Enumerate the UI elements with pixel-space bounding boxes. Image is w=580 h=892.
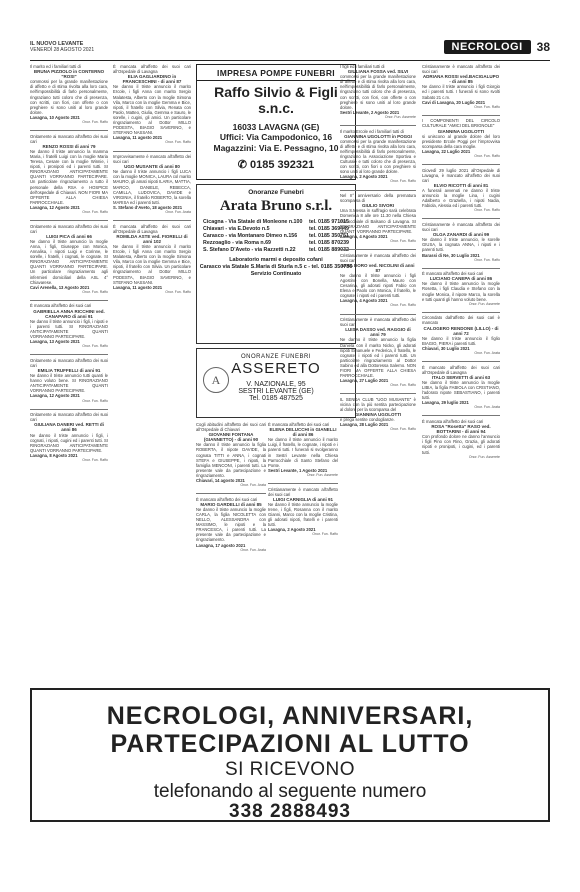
assereto-funeral-ad — [196, 348, 356, 418]
notice-intro: È mancato all'affetto dei suoi cari — [196, 496, 258, 502]
arata-location-row — [203, 233, 349, 240]
notice-signature: Onor. Fun. Raffo — [82, 344, 108, 349]
notice-date: Lavagna, 4 Agosto 2021 — [340, 298, 388, 304]
notice-name: CALOGERO RENDONE (LILLO) - di anni 72 — [423, 325, 499, 336]
notice-signature: Onor. Fun. Arata — [240, 547, 266, 552]
obituary-notice — [113, 154, 191, 215]
notice-body: e prega sentite condoglianze. — [340, 417, 395, 423]
notice-name: GIANNINA UGOLOTTI in POGGI — [344, 133, 412, 139]
notice-divider — [422, 268, 500, 269]
arata-ad-locations — [197, 215, 355, 254]
notice-name: MIRA DORO ved. NICOLINI di anni 87 — [341, 262, 415, 273]
notice-date: Lavagna, 17 agosto 2021 — [196, 542, 246, 548]
notice-signature: Onor. Fun. Raffo — [165, 140, 191, 145]
notice-signature: Onor. Fun. Asserete — [384, 114, 416, 119]
notice-body: commossi per la grande manifestazione di affetto e di stima rivolta alla loro cara, nell'impossibilità di farlo personalmente, ringraziano tutti coloro che di presenza, con scritti, con fiori, con offerte o con preghiere si sono uniti al loro grande dolore. — [30, 79, 108, 115]
obituary-notice — [422, 271, 500, 307]
obituary-notice — [113, 224, 191, 295]
notice-intro: Circondato dall'affetto dei suoi cari è mancato — [422, 315, 500, 326]
notice-body: Ne danno il triste annuncio i figli, i nipoti e i parenti tutti. SI RINGRAZIANO ANTICIPATAMENTE QUANTI VORRANNO PARTECIPARE. — [30, 318, 108, 339]
arata-location-tel: tel. 0185 369449 — [308, 226, 349, 232]
notice-intro: Cristianamente è mancata all'affetto dei suoi cari — [340, 252, 416, 263]
notice-body: Ne danno il triste annuncio tutti quanti le hanno voluto bene. SI RINGRAZIANO ANTICIPATAMENTE QUANTI VORRANNO PARTECIPARE. — [30, 373, 108, 394]
arata-ad-footer — [197, 257, 355, 278]
notice-intro: Cristianamente è mancata all'affetto dei suoi cari — [422, 221, 500, 233]
notice-divider — [422, 312, 500, 313]
notice-intro: Cogli abitudini all'affetto dei suoi cari all'Ospedale di Chiavari — [196, 422, 266, 433]
assereto-logo: A — [203, 367, 229, 393]
assereto-ad-title: ONORANZE FUNEBRI — [240, 354, 311, 360]
notice-name: GIANNINA UGOLOTTI — [354, 412, 402, 418]
notice-divider — [422, 115, 500, 116]
notice-date: Barassi di Ne, 30 Luglio 2021 — [422, 252, 480, 258]
notice-intro: Onitamente ai mancato all'affetto dei suoi cari — [30, 412, 108, 423]
notice-intro: È mancata all'affetto dei suoi cari all'Ospedale di Lavagna — [113, 223, 191, 234]
notice-body: Con profondo dolore ne danno l'annuncio i figli Pino con Rino, Grazia, gli adorati nipoti e pronipoti, i cugini, ed i parenti tutti. — [422, 434, 500, 455]
notice-divider — [422, 415, 500, 416]
arata-ad-title: Onoranze Funebri — [248, 189, 304, 196]
column-2 — [113, 64, 191, 674]
notice-name: BRUNA PIZZIOLO in CONTERNO "ROSI" — [33, 69, 105, 80]
notice-name: ADRIANA ROSSI ved.BACIGALUPO - di anni 85 — [422, 74, 500, 85]
notice-name: MARIO GARDELLI di anni 85 — [200, 501, 262, 507]
raffo-ad-warehouse: Magazzini: Via E. Pessagno, 10 — [213, 143, 339, 153]
obituary-notice — [268, 487, 338, 538]
notice-date: Chiavari, 14 agosto 2021 — [196, 478, 245, 484]
notice-date: Lavagna, 28 Luglio 2021 — [340, 422, 389, 428]
notice-date: Lavagna, 12 Agosto 2021 — [30, 393, 80, 399]
arata-location-tel: tel. 0185 889032 — [308, 247, 349, 253]
arata-location-row — [203, 226, 349, 233]
column-5 — [340, 64, 416, 674]
notice-signature: Onor. Fun. Raffo — [390, 238, 416, 243]
notice-intro: Onitamente ai mancato all'affetto dei suoi cari — [30, 357, 108, 368]
raffo-ad-office: Uffici: Via Campodonico, 16 — [219, 132, 333, 142]
notice-name: ELVIO RICOTTI di anni 81 — [433, 182, 489, 188]
obituary-notice — [113, 64, 191, 146]
notice-intro: È mancata all'affetto dei suoi cari — [422, 418, 484, 424]
notice-divider — [113, 220, 191, 221]
notice-signature: Onor. Fun. Raffo — [82, 457, 108, 462]
notice-intro: Improvvisamente è mancato all'affetto dei suoi cari — [113, 154, 191, 165]
arata-location-row — [203, 247, 349, 254]
notice-name: GABRIELLA ANNA RICCHINI ved. CANAPARO di anni 91 — [33, 308, 105, 319]
obituary-notice — [422, 365, 500, 411]
arata-funeral-ad — [196, 184, 356, 344]
banner-line-4: telefonando al seguente numero — [153, 781, 427, 802]
notice-name: OLGA ZANARDI di anni 99 — [432, 232, 490, 238]
notice-name: GIOVANNI FONTANA (GIANNETTO) - di anni 90 — [203, 432, 259, 443]
banner-line-1: NECROLOGI, ANNIVERSARI, — [106, 702, 474, 730]
arata-location-tel: tel. 0185 350751 — [308, 233, 349, 239]
notice-body: Ne danno il triste annuncio i figli Giorgio ed i parenti tutti. I funerali si sono svolti Sabato 21 c.m. — [422, 84, 500, 100]
notice-name: LUIGI PICA di anni 66 — [46, 233, 92, 239]
notice-body: commossi per la grande manifestazione di affetto e di stima rivolta alla loro cara, nell'impossibilità di farlo personalmente, ringraziano tutti coloro che di presenza, con scritti, con fiori, con offerte o con preghiere si sono uniti al loro grande dolore. — [340, 74, 416, 110]
notice-date: Sestri Levante, 2 Agosto 2021 — [340, 109, 400, 115]
arata-location-row — [203, 219, 349, 226]
obituary-notice — [340, 193, 416, 244]
obituary-notice — [422, 64, 500, 110]
notice-body: commossi per la grande manifestazione di affetto e di stima rivolta alla loro cara, nell'impossibilità di farlo personalmente, ringraziano la Associazione Sportiva e Culturale e tutti coloro che di presenza, con scritti, con fiori o con preghiere si sono uniti al loro grande dolore. — [340, 138, 416, 175]
notice-body: si uniscono al grande dolore del loro presidente Ercole Poggi per l'improvvisa scomparsa della cara moglie. — [422, 133, 500, 149]
arata-ad-footer-line: Servizio Continuato — [250, 271, 302, 277]
obituary-notice — [422, 222, 500, 263]
publication-name: IL NUOVO LEVANTE — [30, 41, 84, 47]
notice-name: RENZO ROSSI di anni 79 — [42, 143, 96, 149]
column-6 — [422, 64, 500, 674]
notice-signature: Onor. Fun. Asserete — [306, 472, 338, 477]
notice-body: Ne danno il triste annuncio il marito Ercole, i figli Anna con marito Sergio Malatesta, Alberto con la moglie Simona Vila, Marco con la moglie Gemma e Bice, nipoti, il fratello con Silvia, Renata con Paolo, Matteo, Giulia, Gemma e Sauro, le sorelle, i cugini, gli amici. Un particolare ringraziamento al Dottor MILLO PODESTA, BIAGIO SAVERINO, e STEFANO NASSANI. — [113, 84, 191, 136]
assereto-ad-address: V. NAZIONALE, 95 — [246, 381, 306, 388]
obituary-notice — [422, 168, 500, 214]
notice-date: Lavagna, 2 Agosto 2021 — [340, 174, 388, 180]
column-1 — [30, 64, 108, 674]
raffo-ad-name: Raffo Silvio & Figli s.n.c. — [214, 84, 338, 116]
notice-signature: Onor. Fun. Raffo — [390, 427, 416, 432]
assereto-ad-city: SESTRI LEVANTE (GE) — [238, 388, 314, 395]
notice-date: S. Stefano d'Aveto, 18 agosto 2021 — [113, 204, 183, 210]
notice-body: Ne danno il triste annuncio la moglie Anna, i figli, Giuseppe con Monica, Annalisa, i nipoti Luigi e Corinne, le sorelle, i fratelli, i cognati, le cognate. SI RINGRAZIANO ANTICIPATAMENTE QUANTI VORRANNO PARTECIPARE. Un particolare ringraziamento agli infermieri domiciliari della ASL 4° Chiavarese. — [30, 238, 108, 285]
notice-intro: Cristianamente è mancato all'affetto dei suoi cari — [268, 486, 338, 497]
arata-location-tel: tel. 0185 870239 — [308, 240, 349, 246]
notice-body: Ne danno il triste annuncio la figlia ROBERTA, il nipote DAVIDE, la cognata TITTI e ANNA, i cognati STEFA e GIUSEPPE, i nipoti, la famiglia MENCONI, i parenti tutti. La presente vale da partecipazione e ringraziamento. — [196, 442, 266, 478]
header-rule — [30, 60, 550, 61]
notice-intro: È mancata all'affetto dei suoi cari all'Ospedale di Lavagna — [113, 64, 191, 75]
notice-divider — [422, 164, 500, 165]
obituary-notice — [30, 64, 108, 125]
obituary-notice — [30, 224, 108, 295]
notice-date: Lavagna, 29 luglio 2021 — [422, 400, 469, 406]
notice-name: UGO MUSANTE di anni 80 — [124, 164, 180, 170]
obituary-notice — [340, 317, 416, 388]
notice-date: Sestri Levante, 1 Agosto 2021 — [268, 467, 328, 473]
notice-intro: Giovedì 29 luglio 2021 all'Ospedale di Lavagna, è mancato all'affetto dei suoi cari — [422, 167, 500, 183]
notice-date: Lavagna, 2 Agosto 2021 — [268, 527, 316, 533]
notice-date: Lavagna, 22 Luglio 2021 — [422, 148, 471, 154]
obituary-notice — [340, 397, 416, 433]
arata-location-row — [203, 240, 349, 247]
notice-intro: Onitamente ai mancato all'affetto dei suoi cari — [30, 133, 108, 144]
notice-divider — [340, 190, 416, 191]
notice-date: Lavagna, 4 Agosto 2021 — [340, 233, 388, 239]
notice-intro: È mancato all'affetto dei suoi cari — [422, 271, 484, 277]
banner-line-3: SI RICEVONO — [224, 759, 356, 780]
notice-name: ROMILDA ASTE ved. FIORELLI di anni 102 — [116, 233, 188, 244]
arata-location-place: Chiavari - via E.Devoto n.5 — [203, 226, 270, 232]
notice-name: EMILIA TRUFFELLI di anni 91 — [37, 367, 101, 373]
notice-intro: Nel II° anniversario della prematura scomparsa di — [340, 193, 416, 204]
notice-date: Chiavari, 30 Luglio 2021 — [422, 345, 470, 351]
obituary-notice — [196, 497, 266, 553]
arata-ad-footer-line: Laboratorio marmi e deposito cofani — [229, 257, 323, 263]
arata-location-place: Rezzoaglio - via Roma n.69 — [203, 240, 271, 246]
arata-location-place: S. Stefano D'Aveto - via Razzetti n.22 — [203, 247, 296, 253]
notice-intro: Onitamente ai mancato all'affetto dei suoi cari — [30, 223, 108, 234]
notice-date: Lavagna, 11 agosto 2021 — [113, 135, 163, 141]
raffo-ad-city: 16033 LAVAGNA (GE) — [232, 122, 320, 132]
notice-divider — [113, 151, 191, 152]
notice-date: Lavagna, 11 agosto 2021 — [113, 284, 163, 290]
notice-signature: Onor. Fun. Raffo — [474, 154, 500, 158]
notice-signature: Onor. Fun. Raffo — [82, 289, 108, 294]
notice-body: Ne danno il triste annuncio, le sorelle GIUSA, la cognata ANNA, i nipoti e i parenti tutti. — [422, 237, 500, 253]
notice-body: Ne danno il triste annuncio la moglie Rosetta, i figli Claudia e Stefano con la moglie Monica, il nipote Marco, la sorella e tutti quanti gli hanno voluto bene. — [422, 281, 500, 302]
obituary-notice — [340, 64, 416, 120]
obituary-notice — [422, 118, 500, 159]
notice-divider — [30, 300, 108, 301]
banner-phone-number: 338 2888493 — [229, 801, 351, 822]
obituary-notice — [30, 134, 108, 216]
notice-body: Ne danno il triste annuncio la figlia Daniela con il marito Nicko, gli adorati nipoti Emanuele e Federica, il fratello, le cognate, i nipoti ed i parenti tutti. Un particolare ringraziamento al Dottor Sabino ed alla Dottoressa Salerno. NON FIORI MA OFFERTE ALLA CHIESA PARROCCHIALE. — [340, 337, 416, 379]
notice-intro: Cristianamente è mancata all'affetto dei suoi cari — [340, 317, 416, 328]
obituary-notice — [340, 253, 416, 309]
notice-name: LUCIANO CANEPA di anni 86 — [429, 276, 493, 282]
notice-name: ROSA "Rosetta" RASO ved. BOTTARINI - di anni 94 — [431, 424, 491, 435]
notice-signature: Onor. Fun. Raffo — [312, 532, 338, 537]
notice-name: ELIA GAGLIARDINO in FRANCESCHINI - di anni 87 — [122, 74, 182, 85]
notice-date: Cavi Arenella, 13 Agosto 2021 — [30, 284, 90, 290]
notice-body: Ne danno il triste annuncio la moglie Irene, i figli, Rosanna con il marito Gianni, Marco con la moglie Cristina, gli adorati nipoti, fratelli e i parenti tutti. — [268, 501, 338, 528]
notice-divider — [268, 483, 338, 484]
notice-intro: Cristianamente è mancato all'affetto dei suoi cari — [422, 64, 500, 75]
notice-signature: Onor. Fun. Arata — [240, 483, 266, 488]
notice-signature: Onor. Fun. Raffo — [165, 289, 191, 294]
notice-body: Ne danno il triste annuncio il marito Luigi, il fratello, le cognate, i nipoti e i parenti tutti. I funerali si svolgeranno in Sestri Levante nella Chiesa Parrocchiale di Santo Stefano del Ponte. — [268, 437, 338, 468]
notice-divider — [30, 354, 108, 355]
notice-date: Lavagna, 13 Agosto 2021 — [30, 339, 80, 345]
section-title: NECROLOGI — [444, 40, 531, 54]
obituary-notice — [422, 315, 500, 356]
notice-intro: IL SENDA CLUB "UGO MUSANTE" è vicina con la più sentita partecipazione al dolore per la scomparsa del — [340, 396, 416, 413]
notice-divider — [30, 409, 108, 410]
classifieds-banner — [30, 688, 550, 822]
notice-name: GIULIANA DANERI ved. RETTI di anni 86 — [34, 422, 104, 433]
notice-body: Ne danno il triste annuncio il figlio BIAGIO, PIERA i parenti tutti. — [422, 335, 500, 346]
notice-body: Una S.Messa in suffragio sarà celebrata Domenica 8 alle ore 11.30 nella Chiesa Parrocchiale di Balsano di Lavagna. SI RINGRAZIANO ANTICIPATAMENTE QUANTI VORRANNO PARTECIPARE. — [340, 208, 416, 234]
banner-line-2: PARTECIPAZIONI AL LUTTO — [110, 730, 470, 758]
notice-divider — [422, 361, 500, 362]
notice-intro: Il marito Ercole ed i familiari tutti di — [340, 128, 404, 134]
notice-signature: Onor. Fun. Arata — [165, 210, 191, 215]
arata-ad-footer-line: Carasco via Statale S.Maria di Sturla n.5 c - tel. 0185 350736 — [199, 264, 353, 270]
notice-signature: Onor. Fun. Raffo — [474, 257, 500, 262]
notice-intro: È mancata all'affetto dei suoi cari — [268, 422, 330, 427]
notice-date: Lavagna, 27 Luglio 2021 — [340, 378, 389, 384]
notice-divider — [196, 493, 266, 494]
notice-divider — [340, 393, 416, 394]
notice-body: Ne danno il triste annuncio i figli, i cognati, i nipoti, cugini ed i parenti tutti. SI RINGRAZIANO ANTICIPATAMENTE QUANTI VORRANNO PARTECIPARE. — [30, 432, 108, 453]
notice-signature: Onor. Fun. Raffo — [390, 179, 416, 184]
notice-name: LUIGI CARNIGLIA di anni 91 — [272, 496, 334, 502]
notice-signature: Onor. Fun. Arata — [474, 351, 500, 355]
notice-body: Ne danno il triste annuncio la moglie LIBIA, la figlia FABIOLA con CRISTIANO, l'adorato nipote SEBASTIANO, i parenti tutti. — [422, 379, 500, 401]
assereto-ad-name: ASSERETO — [231, 360, 321, 377]
obituary-notice — [30, 303, 108, 349]
notice-divider — [340, 125, 416, 126]
notice-divider — [340, 249, 416, 250]
notice-intro: È mancata all'affetto dei suoi cari — [30, 303, 92, 309]
notice-signature: Onor. Fun. Raffo — [82, 210, 108, 215]
notice-body: Ne danno il triste annuncio la moglie CARLA, la figlia NICOLETTA con NELLO, ALESSANDRA con MASSIMO, le nipoti e la FRANCESCA, i parenti tutti. La presente vale da partecipazione e ringraziamento. — [196, 506, 266, 543]
obituary-notice — [30, 412, 108, 463]
obituary-notice — [196, 422, 266, 488]
notice-divider — [30, 220, 108, 221]
notice-body: Ne danno il triste annuncio la mamma Maria, i fratelli Luigi con la moglie Maria Teresa, Cesare con la moglie Winnie, i nipoti, i pronipoti ed i parenti tutti. SI RINGRAZIANO ANTICIPATAMENTE QUANTI VORRANNO PARTECIPARE. Un particolare ringraziamento a tutto il personale della RSA e HOSPICE dell'ospedale di Chiavari. NON FIORI MA OFFERTE ALLA CHIESA PARROCCHIALE. — [30, 148, 108, 205]
notice-signature: Onor. Fun. Raffo — [474, 208, 500, 213]
notice-signature: Onor. Fun. Asserete — [468, 454, 500, 459]
arata-ad-name: Arata Bruno s.r.l. — [219, 198, 333, 214]
assereto-ad-phone: Tel. 0185 487525 — [249, 395, 303, 402]
issue-date: VENERDÌ 28 AGOSTO 2021 — [30, 47, 95, 53]
notice-name: GIANNINA UGOLOTTI — [437, 128, 485, 134]
notice-intro: È mancato all'affetto dei suoi cari all'Ospedale di Lavagna — [422, 364, 500, 375]
notice-body: Ne danno il triste annuncio il marito Ercole, i figli Anna con marito Sergio Malatesta, Alberto con la moglie Simona Vila, Marco con la moglie Gemma e Bice, nipoti, il fratello con Silvia. Un particolare ringraziamento al Dottor MILLO PODESTA, BIAGIO SAVERINO, e STEFANO NASSANI. — [113, 244, 191, 285]
notice-divider — [340, 314, 416, 315]
raffo-ad-title: IMPRESA POMPE FUNEBRI — [197, 65, 355, 81]
arata-location-place: Cicagna - Via Statale di Monleone n.100 — [203, 219, 303, 225]
notice-date: Lavagna, 8 Agosto 2021 — [30, 452, 78, 458]
arata-location-tel: tel. 0185 971015 — [308, 219, 349, 225]
notice-signature: Onor. Fun. Raffo — [390, 303, 416, 308]
notice-intro: I figli ed i familiari tutti di — [340, 64, 385, 69]
raffo-ad-phone-number: 0185 392321 — [250, 159, 315, 171]
notice-body: Ne danno il triste annuncio i figli LUCA con la moglie MONICA, LAURA col marito MAURO, gli amati nipoti ILARIA, MATTIA, MARCO, DANIELE, REBECCA, CAMILLA, LUDOVICA, DAVIDE e VIRGINIA, il fratello ROBERTO, la sorella MARISA ed i parenti tutti. — [113, 169, 191, 205]
notice-intro: Il marito ed i familiari tutti di — [30, 64, 81, 69]
notice-name: GIULIO SIVORI — [361, 203, 394, 209]
notice-signature: Onor. Fun. Raffo — [82, 398, 108, 403]
arata-location-place: Carasco - via Montanaro Dimeo n.156 — [203, 233, 298, 239]
obituary-notice — [422, 419, 500, 460]
notice-signature: Onor. Fun. Arata — [474, 405, 500, 410]
notice-name: ITALO SERVETTI di anni 63 — [431, 374, 491, 380]
notice-divider — [30, 130, 108, 131]
notice-date: Cavi di Lavagna, 20 Luglio 2021 — [422, 99, 486, 105]
page-number: 38 — [536, 40, 550, 54]
obituary-notice — [268, 422, 338, 478]
notice-name: LUISA DASSO ved. RAGGIO di anni 79 — [345, 327, 411, 338]
notice-name: ELENA DELUCCHI in GIANELLI di anni 86 — [269, 427, 337, 438]
notice-intro: I COMPONENTI DEL CIRCOLO CULTURALE "AMICI DEL BRIGNOLE" — [422, 118, 500, 129]
raffo-ad-phone — [197, 158, 355, 171]
notice-name: GIULIANA FOSSA ved. SILVI — [347, 69, 409, 75]
notice-signature: Onor. Fun. Asserete — [468, 301, 500, 306]
notice-divider — [422, 218, 500, 219]
notice-date: Lavagna, 12 Agosto 2021 — [30, 204, 80, 210]
obituary-notice — [30, 358, 108, 404]
raffo-funeral-ad — [196, 64, 356, 180]
phone-icon: ✆ — [237, 159, 251, 171]
masthead — [30, 41, 94, 53]
section-block — [444, 40, 550, 54]
notice-signature: Onor. Fun. Raffo — [474, 104, 500, 109]
notice-body: A funerali avvenuti ne danno il triste annuncio la moglie Lina, i cugini Adalberto e Graziella, i nipoti Nadia, Fabiola, Alessia ed i parenti tutti. — [422, 187, 500, 209]
notice-signature: Onor. Fun. Raffo — [82, 120, 108, 125]
obituary-notice — [340, 129, 416, 185]
notice-signature: Onor. Fun. Raffo — [390, 383, 416, 388]
column-4 — [268, 422, 338, 582]
notice-date: Lavagna, 10 Agosto 2021 — [30, 114, 80, 120]
notice-body: Ne danno il triste annuncio i figli Agostino con Bonella, Mauro con Cesarina, gli adorati nipoti Fabio con Elena e Paolo con Monica, il fratello, le cognate, i nipoti ed i parenti tutti. — [340, 272, 416, 299]
